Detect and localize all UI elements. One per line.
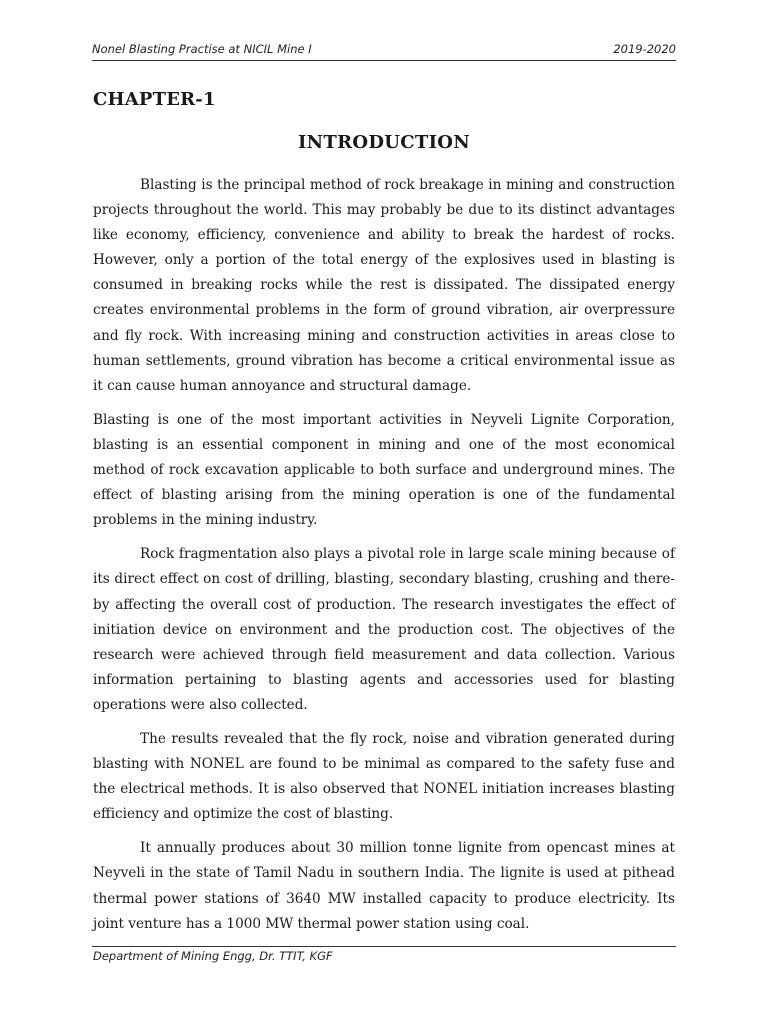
paragraph-4: The results revealed that the fly rock, noise and vibration generated during blasting with NONEL are found to be minimal as compared to the safety fuse and the electrical methods. It is also observed that NONEL initiation increases blasting efficiency and optimize the cost of blasting. bbox=[93, 730, 675, 823]
paragraph-1: Blasting is the principal method of rock breakage in mining and construction projects throughout the world. This may probably be due to its distinct advantages like economy, efficiency, convenience and ability to break the hardest of rocks. However, only a portion of the total energy of the explosives used in blasting is consumed in breaking rocks while the rest is dissipated. The dissipated energy creates environmental problems in the form of ground vibration, air overpressure and fly rock. With increasing mining and construction activities in areas close to human settlements, ground vibration has become a critical environmental issue as it can cause human annoyance and structural damage. bbox=[93, 177, 675, 394]
paragraph-3: Rock fragmentation also plays a pivotal role in large scale mining because of its direct effect on cost of drilling, blasting, secondary blasting, crushing and there-by affecting the overall cost of production. The research investigates the effect of initiation device on environment and the production cost. The objectives of the research were achieved through field measurement and data collection. Various information pertaining to blasting agents and accessories used for blasting operations were also collected. bbox=[93, 546, 675, 713]
header-year: 2019-2020 bbox=[613, 42, 676, 56]
paragraph-5: It annually produces about 30 million tonne lignite from opencast mines at Neyveli in the state of Tamil Nadu in southern India. The lignite is used at pithead thermal power stations of 3640 MW installed capacity to produce electricity. Its joint venture has a 1000 MW thermal power station using coal. bbox=[93, 840, 675, 932]
section-title: INTRODUCTION bbox=[297, 132, 471, 153]
page-header bbox=[92, 42, 676, 60]
chapter-heading: CHAPTER-1 bbox=[93, 89, 216, 110]
header-divider bbox=[92, 60, 676, 61]
paragraph-2: Blasting is one of the most important activities in Neyveli Lignite Corporation, blasting is an essential component in mining and one of the most economical method of rock excavation applicable to both surface and underground mines. The effect of blasting arising from the mining operation is one of the fundamental problems in the mining industry. bbox=[93, 411, 675, 529]
body-text bbox=[93, 173, 675, 946]
page-footer: Department of Mining Engg, Dr. TTIT, KGF bbox=[93, 949, 333, 963]
footer-divider bbox=[92, 946, 676, 947]
header-title: Nonel Blasting Practise at NICIL Mine I bbox=[92, 42, 312, 56]
